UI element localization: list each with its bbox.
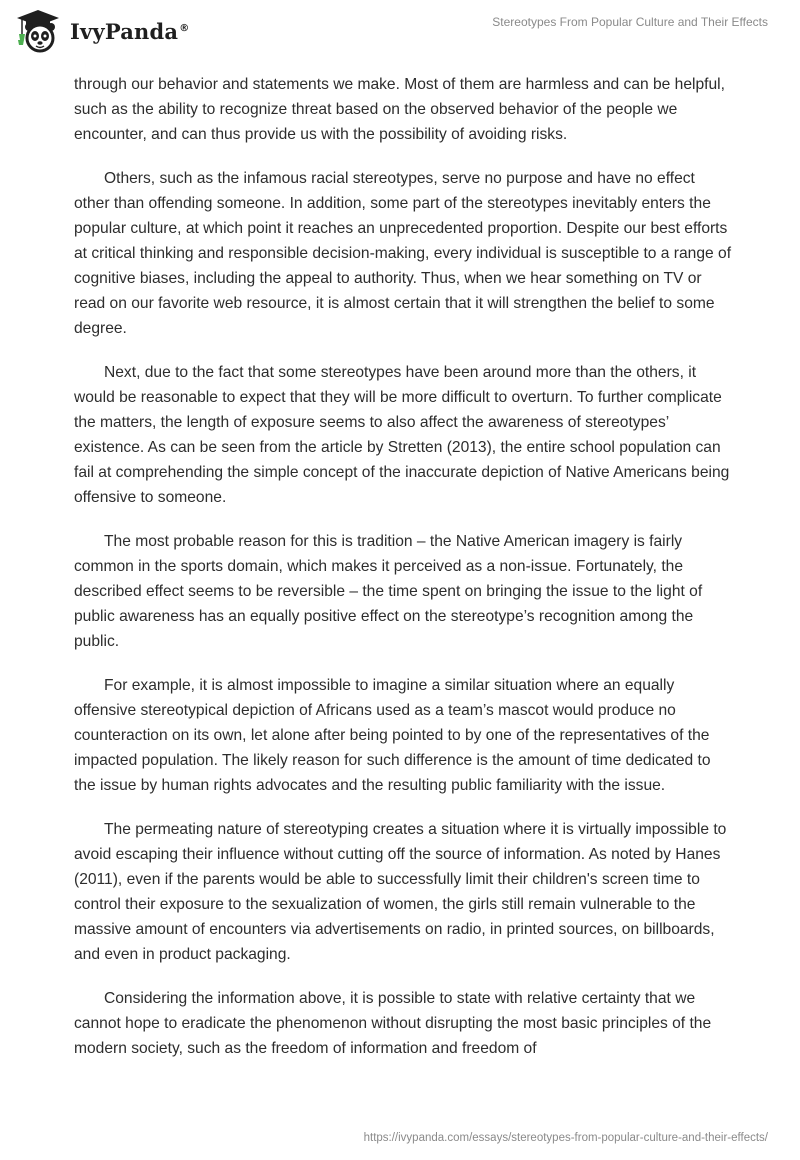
ivypanda-logo[interactable] [14,8,189,54]
logo-name: IvyPanda [70,18,179,44]
logo-wordmark [70,19,189,44]
page-header [0,0,800,62]
registered-mark: ® [179,22,190,34]
paragraph: Next, due to the fact that some stereotypes have been around more than the others, it would be reasonable to expect that they will be more difficult to overturn. To further complicate the matters, the length of exposure seems to also affect the awareness of stereotypes’ existence. As can be seen from the article by Stretten (2013), the entire school population can fail at comprehending the simple concept of the inaccurate depiction of Native Americans being offensive to someone. [74,364,730,506]
source-url-link[interactable]: https://ivypanda.com/essays/stereotypes-from-popular-culture-and-their-effects/ [363,1132,768,1144]
paragraph-continuation: through our behavior and statements we make. Most of them are harmless and can be helpful, such as the ability to recognize threat based on the observed behavior of the people we encounter, and can thus provide us with the possibility of avoiding risks. [74,76,725,143]
paragraph: The most probable reason for this is tradition – the Native American imagery is fairly common in the sports domain, which makes it perceived as a non-issue. Fortunately, the described effect seems to be reversible – the time spent on bringing the issue to the light of public awareness has an equally positive effect on the stereotype’s recognition among the public. [74,533,703,650]
paragraph: For example, it is almost impossible to imagine a similar situation where an equally offensive stereotypical depiction of Africans used as a team’s mascot would produce no counteraction on its own, let alone after being pointed to by one of the representatives of the impacted population. The likely reason for such difference is the amount of time dedicated to the issue by human rights advocates and the resulting public familiarity with the issue. [74,677,711,794]
paragraph: Considering the information above, it is possible to state with relative certainty that we cannot hope to eradicate the phenomenon without disrupting the most basic principles of the modern society, such as the freedom of information and freedom of [74,990,712,1057]
paragraph: Others, such as the infamous racial stereotypes, serve no purpose and have no effect other than offending someone. In addition, some part of the stereotypes inevitably enters the popular culture, at which point it reaches an unprecedented proportion. Despite our best efforts at critical thinking and responsible decision-making, every individual is susceptible to a range of cognitive biases, including the appeal to authority. Thus, when we hear something on TV or read on our favorite web resource, it is almost certain that it will strengthen the belief to some degree. [74,170,732,337]
essay-body [74,72,734,1080]
document-title: Stereotypes From Popular Culture and Their Effects [492,15,768,29]
paragraph: The permeating nature of stereotyping creates a situation where it is virtually impossible to avoid escaping their influence without cutting off the source of information. As noted by Hanes (2011), even if the parents would be able to successfully limit their children's screen time to control their exposure to the sexualization of women, the girls still remain vulnerable to the massive amount of encounters via advertisements on radio, in printed sources, on billboards, and even in product packaging. [74,821,727,963]
panda-graduation-cap-icon [14,8,62,54]
